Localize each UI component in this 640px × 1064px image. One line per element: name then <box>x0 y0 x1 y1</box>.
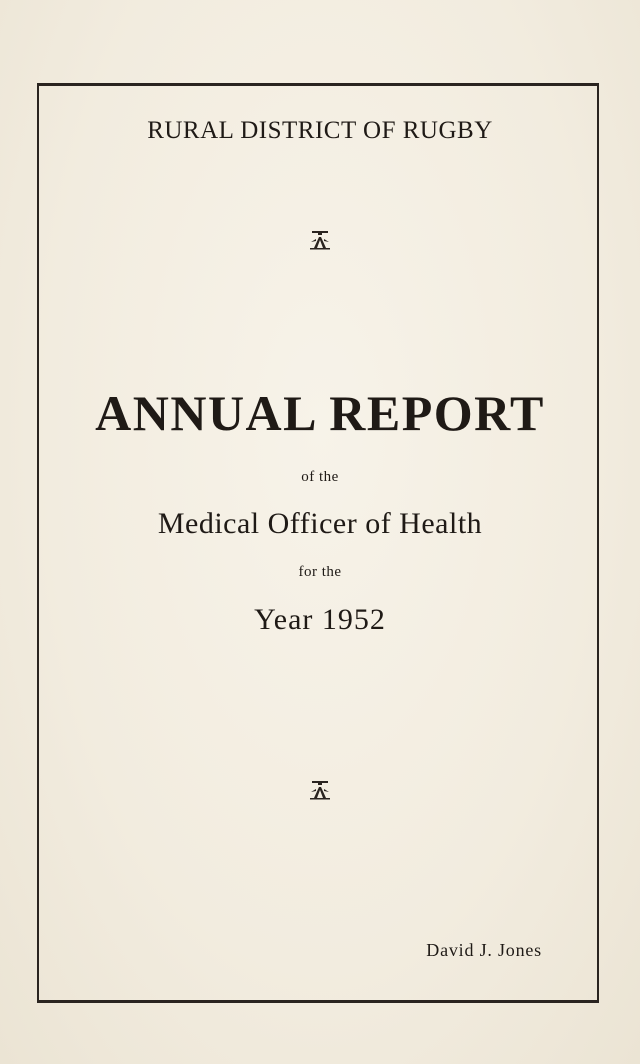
printer-ornament-icon <box>308 228 332 250</box>
office-title: Medical Officer of Health <box>157 507 483 540</box>
district-heading: RURAL DISTRICT OF RUGBY <box>147 117 493 144</box>
author-name: David J. Jones <box>426 940 542 960</box>
printer-ornament-icon <box>308 778 332 800</box>
connector-of-the: of the <box>301 469 339 485</box>
page-border-frame <box>37 83 599 1003</box>
connector-for-the: for the <box>298 564 342 580</box>
report-title: ANNUAL REPORT <box>95 385 545 441</box>
report-year: Year 1952 <box>254 603 386 636</box>
